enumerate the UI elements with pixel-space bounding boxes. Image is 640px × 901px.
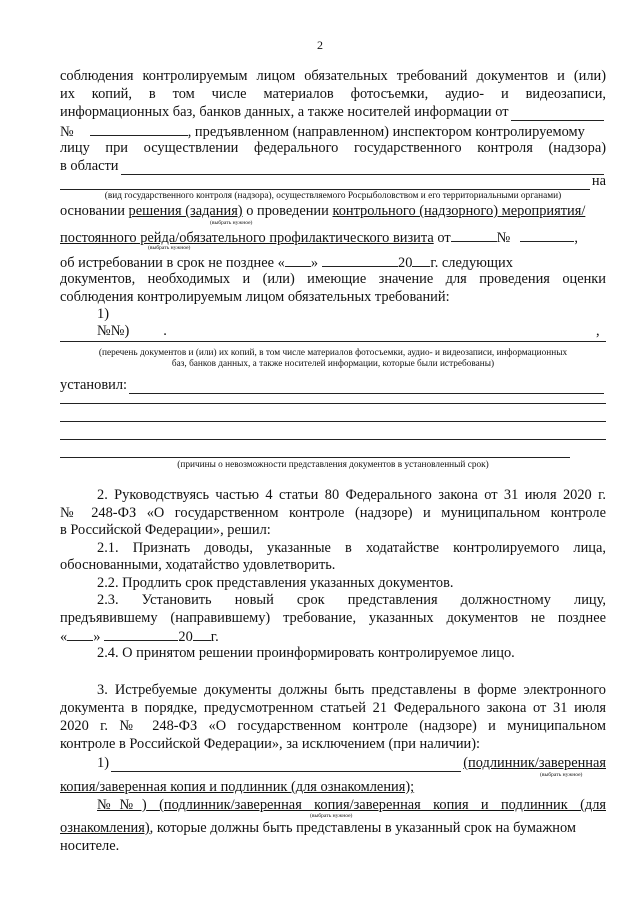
text-line: носителе.	[60, 838, 120, 854]
text-line: 1) (подлинник/заверенная	[97, 755, 606, 771]
text-line: 2020 г. № 248-ФЗ «О государственном контроле (надзоре) и муниципальном	[60, 718, 606, 734]
text-line: 2. Руководствуясь частью 4 статьи 80 Федерального закона от 31 июля 2020 г.	[97, 487, 606, 503]
text-line: 3. Истребуемые документы должны быть представлены в форме электронного	[97, 682, 606, 698]
text-line	[60, 122, 606, 141]
field-caption: (перечень документов и (или) их копий, в том числе материалов фотосъемки, аудио- и видеозаписи, информационных	[98, 348, 568, 358]
day-blank	[67, 627, 93, 641]
text-line: основании решения (задания) о проведении контрольного (надзорного) мероприятия/	[60, 203, 586, 219]
text-line: лицу при осуществлении федерального государственного контроля (надзора)	[60, 140, 606, 156]
number-blank	[90, 122, 188, 136]
text-line: №№) (подлинник/заверенная копия/заверенная копия и подлинник (для	[97, 797, 606, 813]
text-line: контроле в Российской Федерации», за исключением (при наличии):	[60, 736, 481, 752]
text-line: постоянного рейда/обязательного профилактического визита от № ,	[60, 230, 578, 246]
field-caption: баз, банков данных, а также носителей информации, которые были истребованы)	[171, 359, 495, 369]
text-line: соблюдения контролируемым лицом обязательных требований:	[60, 289, 450, 305]
text-line: документов, необходимых и (или) имеющие значение для проведения оценки	[60, 271, 606, 287]
choice-hint: (выбрать нужное)	[210, 220, 253, 226]
text-segment: , предъявленном (направленном) инспектором контролируемому	[187, 124, 585, 140]
control-type-blank	[60, 176, 590, 190]
text-line: « » 20 г.	[60, 629, 219, 645]
documents-list-line	[60, 341, 606, 342]
date-blank	[451, 228, 497, 242]
text-line: соблюдения контролируемым лицом обязательных требований документов и (или)	[60, 68, 606, 84]
text-line: документа в порядке, предусмотренном статьей 21 Федерального закона от 31 июля	[60, 700, 606, 716]
text-line	[60, 104, 606, 121]
year-blank	[193, 627, 211, 641]
number-blank	[520, 228, 574, 242]
reason-line	[60, 457, 570, 458]
reason-line	[60, 421, 606, 422]
reason-line	[60, 403, 606, 404]
text-line: их копий, в том числе материалов фотосъемки, аудио- и видеозаписи,	[60, 86, 606, 102]
text-line: предъявившему (направившему) требование, указанных документов не позднее	[60, 610, 606, 626]
field-caption: (причины о невозможности представления документов в установленный срок)	[177, 460, 489, 470]
year-blank	[412, 253, 430, 267]
choice-hint: (выбрать нужное)	[540, 772, 583, 778]
text-segment: на	[591, 173, 606, 189]
reason-blank	[129, 380, 604, 394]
text-line: установил:	[60, 377, 606, 394]
text-line: 2.3. Установить новый срок представления должностному лицу,	[97, 592, 606, 608]
choice-hint: (выбрать нужное)	[310, 813, 353, 819]
list-item-number: 1)	[97, 306, 109, 322]
field-caption: (вид государственного контроля (надзора), осуществляемого Росрыболовством и его территориальными органами)	[104, 191, 562, 201]
date-blank	[511, 107, 604, 121]
text-line: об истребовании в срок не позднее « » 20 г. следующих	[60, 255, 513, 271]
page-number: 2	[317, 38, 323, 52]
document-blank	[111, 758, 461, 772]
text-line: 2.4. О принятом решении проинформировать контролируемое лицо.	[97, 645, 515, 661]
text-line	[60, 173, 606, 190]
day-blank	[285, 253, 311, 267]
text-line: № 248-ФЗ «О государственном контроле (надзоре) и муниципальном контроле	[60, 505, 606, 521]
text-line: в Российской Федерации», решил:	[60, 522, 271, 538]
month-blank	[322, 253, 398, 267]
text-segment: информационных баз, банков данных, а также носителей информации от	[60, 104, 509, 120]
reason-line	[60, 439, 606, 440]
text-line: обоснованными, ходатайство удовлетворить.	[60, 557, 336, 573]
text-line: копия/заверенная копия и подлинник (для ознакомления);	[60, 779, 415, 795]
text-line: 2.1. Признать доводы, указанные в ходатайстве контролируемого лица,	[97, 540, 606, 556]
choice-hint: (выбрать нужное)	[148, 245, 191, 251]
text-line: №№) . ,	[97, 323, 600, 339]
text-segment: в области	[60, 158, 119, 174]
text-line: 2.2. Продлить срок представления указанных документов.	[97, 575, 454, 591]
number-sign: №	[60, 124, 74, 140]
text-line: ознакомления), которые должны быть представлены в указанный срок на бумажном	[60, 820, 576, 836]
month-blank	[104, 627, 178, 641]
